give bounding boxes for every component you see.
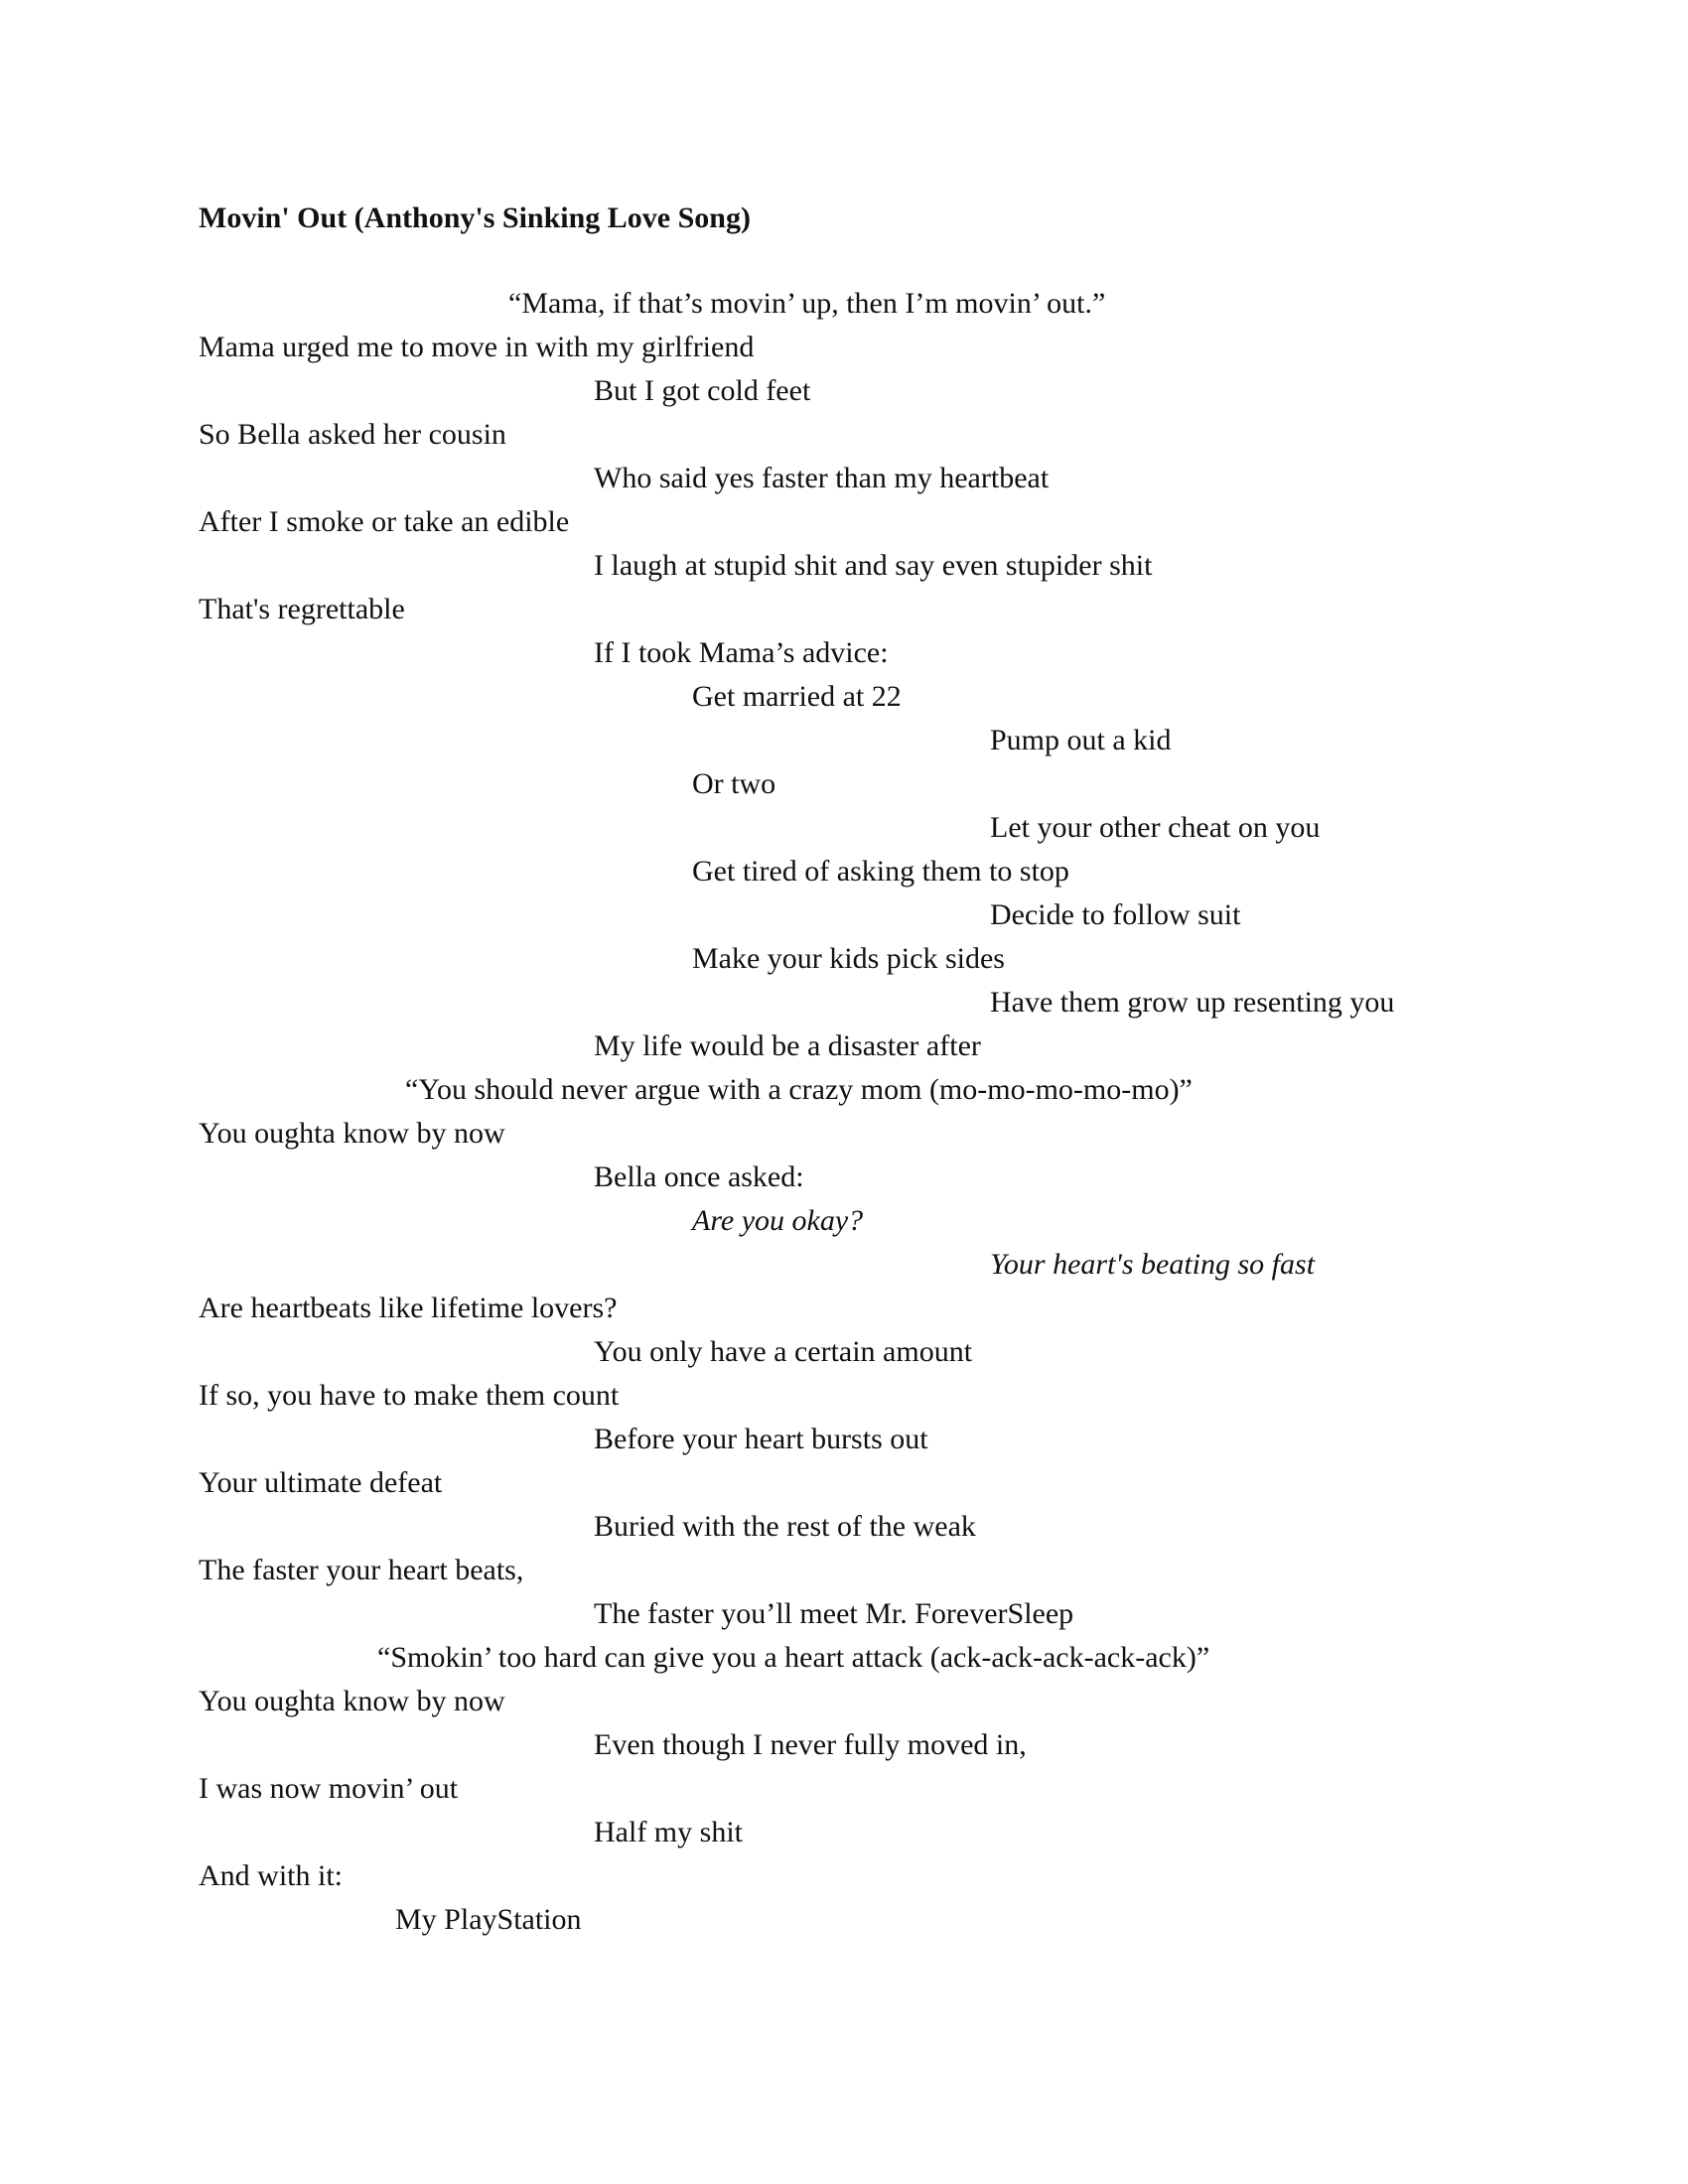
lyric-line: You oughta know by now [199, 1685, 505, 1717]
lyric-line: Half my shit [594, 1816, 743, 1848]
lyric-line: “Smokin’ too hard can give you a heart attack (ack-ack-ack-ack-ack)” [377, 1641, 1210, 1674]
lyric-line: Your heart's beating so fast [990, 1248, 1316, 1281]
lyric-line: If I took Mama’s advice: [594, 636, 889, 669]
lyric-line: The faster your heart beats, [199, 1554, 524, 1586]
lyric-line: If so, you have to make them count [199, 1379, 620, 1412]
lyric-line: I laugh at stupid shit and say even stupider shit [594, 549, 1153, 582]
lyric-line: My life would be a disaster after [594, 1029, 981, 1062]
lyric-line: Get tired of asking them to stop [692, 855, 1069, 887]
lyric-line: Have them grow up resenting you [990, 986, 1395, 1019]
lyric-line: Buried with the rest of the weak [594, 1510, 976, 1543]
song-title: Movin' Out (Anthony's Sinking Love Song) [199, 202, 751, 234]
lyric-line: Pump out a kid [990, 724, 1172, 756]
lyric-line: But I got cold feet [594, 374, 811, 407]
lyric-line: The faster you’ll meet Mr. ForeverSleep [594, 1597, 1074, 1630]
lyric-line: You oughta know by now [199, 1117, 505, 1150]
lyric-line: Who said yes faster than my heartbeat [594, 462, 1050, 494]
lyric-line: You only have a certain amount [594, 1335, 973, 1368]
lyric-line: Even though I never fully moved in, [594, 1728, 1027, 1761]
lyric-line: That's regrettable [199, 593, 405, 625]
lyric-line: “Mama, if that’s movin’ up, then I’m movin’ out.” [508, 287, 1106, 320]
lyric-line: Are heartbeats like lifetime lovers? [199, 1292, 618, 1324]
lyric-line: And with it: [199, 1859, 344, 1892]
lyric-line: Are you okay? [692, 1204, 864, 1237]
lyric-line: Before your heart bursts out [594, 1423, 928, 1455]
lyric-line: Make your kids pick sides [692, 942, 1005, 975]
lyric-line: “You should never argue with a crazy mom (mo-mo-mo-mo-mo)” [405, 1073, 1193, 1106]
lyric-line: My PlayStation [395, 1903, 582, 1936]
lyric-line: Your ultimate defeat [199, 1466, 443, 1499]
lyric-line: So Bella asked her cousin [199, 418, 506, 451]
lyric-line: Mama urged me to move in with my girlfriend [199, 331, 755, 363]
lyric-line: Let your other cheat on you [990, 811, 1321, 844]
lyric-line: Or two [692, 767, 776, 800]
lyric-line: Bella once asked: [594, 1160, 804, 1193]
lyric-line: Get married at 22 [692, 680, 902, 713]
lyric-line: Decide to follow suit [990, 898, 1241, 931]
lyric-line: I was now movin’ out [199, 1772, 459, 1805]
lyric-line: After I smoke or take an edible [199, 505, 570, 538]
